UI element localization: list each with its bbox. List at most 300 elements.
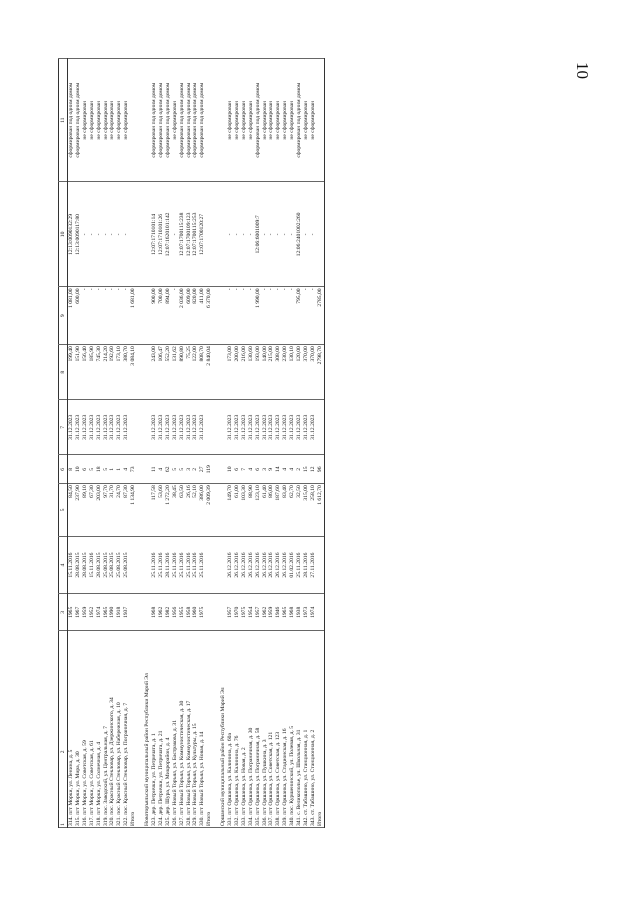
residents-cell: 4: [282, 455, 289, 484]
residents-cell: 8: [68, 455, 75, 484]
year-cell: 1938: [296, 594, 303, 631]
deadline-cell: 31.12.2023: [89, 400, 96, 455]
row-address: пос. Красный Стекловар, ул. Набережная, д. 10: [116, 702, 123, 815]
year-cell: 1965: [68, 594, 75, 631]
land-area-cell: -: [248, 287, 255, 345]
address-cell: [165, 631, 172, 828]
land-status-cell: сформирован под одним домом: [296, 59, 303, 182]
cost-cell: 130,10: [289, 345, 296, 400]
cost-cell: 890,80: [179, 345, 186, 400]
row-address: пос. Заводский, ул. Центральная, д. 7: [102, 726, 109, 815]
cost-cell: 199,40: [68, 345, 75, 400]
area-cell: 62,70: [289, 484, 296, 536]
table-row: [262, 59, 269, 828]
area-cell: 38,45: [172, 484, 179, 536]
land-status-cell: сформирован под одним домом: [158, 59, 165, 182]
date-cell: 28.08.2015: [82, 536, 89, 594]
area-cell: 84,50: [68, 484, 75, 536]
table-row: [248, 59, 255, 828]
land-area-cell: -: [310, 287, 317, 345]
deadline-cell: 31.12.2023: [248, 400, 255, 455]
cost-cell: 380,70: [123, 345, 130, 400]
spacer-cell: [137, 631, 144, 828]
cost-cell: 216,00: [241, 345, 248, 400]
land-area-cell: -: [96, 287, 103, 345]
empty-cell: [144, 345, 151, 400]
cost-cell: 131,62: [172, 345, 179, 400]
date-cell: 28.08.2015: [75, 536, 82, 594]
cost-cell: 140,00: [262, 345, 269, 400]
area-cell: 149,70: [227, 484, 234, 536]
column-number-row: [59, 59, 68, 828]
deadline-cell: 31.12.2023: [151, 400, 158, 455]
deadline-cell: [206, 400, 213, 455]
cadastral-number-cell: 12:07:1700109:123: [186, 182, 193, 287]
column-header-9: 10: [59, 182, 68, 287]
cadastral-number-cell: 12:13:0090132:29: [68, 182, 75, 287]
year-cell: 1962: [158, 594, 165, 631]
spacer-cell: [137, 400, 144, 455]
date-cell: 15.11.2016: [68, 536, 75, 594]
row-address: пгт Новый Торъял, ул. Коммунистическая, д. 30: [178, 700, 185, 815]
address-cell: [262, 631, 269, 828]
land-status-cell: не сформирован: [123, 59, 130, 182]
row-number: 315.: [74, 816, 81, 826]
land-status-cell: сформирован под одним домом: [151, 59, 158, 182]
spacer-cell: [213, 484, 220, 536]
land-status-cell: сформирован под одним домом: [192, 59, 199, 182]
row-number: 320.: [109, 816, 116, 826]
column-header-address: 2: [60, 750, 66, 754]
district-heading-row: [144, 59, 151, 828]
deadline-cell: 31.12.2023: [165, 400, 172, 455]
year-cell: 1965: [282, 594, 289, 631]
deadline-cell: 31.12.2023: [172, 400, 179, 455]
table-row: [275, 59, 282, 828]
date-cell: 25.11.2016: [199, 536, 206, 594]
cadastral-number-cell: [317, 182, 324, 287]
table-row: [151, 59, 158, 828]
cost-cell: 745,30: [96, 345, 103, 400]
residents-cell: 4: [123, 455, 130, 484]
residents-cell: 9: [268, 455, 275, 484]
land-area-cell: -: [227, 287, 234, 345]
column-header-2: 3: [59, 594, 68, 631]
land-status-cell: не сформирован: [275, 59, 282, 182]
land-status-cell: не сформирован: [310, 59, 317, 182]
row-number: 343.: [309, 816, 316, 826]
residents-cell: 4: [158, 455, 165, 484]
date-cell: 25.08.2015: [109, 536, 116, 594]
cost-cell: 106,47: [158, 345, 165, 400]
year-cell: 1959: [82, 594, 89, 631]
residents-cell: 6: [82, 455, 89, 484]
cost-cell: 243,00: [151, 345, 158, 400]
row-address: дер. Петрички, ул. Петричата, д. 1: [150, 733, 157, 815]
area-cell: 89,10: [82, 484, 89, 536]
land-status-cell: сформирован под одним домом: [68, 59, 75, 182]
address-cell: [179, 631, 186, 828]
deadline-cell: 31.12.2023: [179, 400, 186, 455]
row-address: пгт Морки, ул. Мира, д. 30: [74, 751, 81, 815]
date-cell: 28.08.2015: [96, 536, 103, 594]
row-number: 328.: [185, 816, 192, 826]
address-cell: [289, 631, 296, 828]
residents-cell: 119: [206, 455, 213, 484]
spacer-cell: [137, 594, 144, 631]
cadastral-number-cell: 12:07:1620101:142: [165, 182, 172, 287]
land-area-cell: -: [103, 287, 110, 345]
area-cell: 1 612,70: [317, 484, 324, 536]
row-address: пгт Оршанка, ул. Пушкина, д. 3: [261, 739, 268, 815]
year-cell: [206, 594, 213, 631]
table-row: [303, 59, 310, 828]
residents-cell: 7: [241, 455, 248, 484]
area-cell: 187,60: [275, 484, 282, 536]
table-row: [268, 59, 275, 828]
deadline-cell: 31.12.2023: [82, 400, 89, 455]
year-cell: 1946: [275, 594, 282, 631]
spacer-cell: [213, 536, 220, 594]
cost-cell: 122,00: [192, 345, 199, 400]
deadline-cell: 31.12.2023: [158, 400, 165, 455]
deadline-cell: [317, 400, 324, 455]
year-cell: 1955: [179, 594, 186, 631]
land-area-cell: 820,00: [192, 287, 199, 345]
row-number: 341.: [296, 816, 303, 826]
empty-cell: [144, 400, 151, 455]
spacer-cell: [213, 455, 220, 484]
address-cell: [241, 631, 248, 828]
deadline-cell: 31.12.2023: [123, 400, 130, 455]
row-address: пос. Куршенинский, ул. Полевая, д. 5: [289, 725, 296, 815]
table-row: [89, 59, 96, 828]
residents-cell: 4: [248, 455, 255, 484]
row-address: пгт Оршанка, ул. Пограничная, д. 30: [247, 727, 254, 815]
address-cell: [186, 631, 193, 828]
deadline-cell: 31.12.2023: [103, 400, 110, 455]
land-area-cell: 609,00: [186, 287, 193, 345]
table-row: [179, 59, 186, 828]
table-row: [310, 59, 317, 828]
land-status-cell: сформирован под одним домом: [179, 59, 186, 182]
year-cell: [317, 594, 324, 631]
spacer-cell: [137, 484, 144, 536]
land-status-cell: не сформирован: [268, 59, 275, 182]
deadline-cell: [130, 400, 137, 455]
cadastral-number-cell: -: [282, 182, 289, 287]
year-cell: 1918: [116, 594, 123, 631]
year-cell: 1959: [268, 594, 275, 631]
row-address: ст. Табашино, ул. Станционная, д. 2: [309, 729, 316, 815]
address-cell: [192, 631, 199, 828]
residents-cell: 6: [255, 455, 262, 484]
area-cell: 61,00: [234, 484, 241, 536]
area-cell: 386,00: [199, 484, 206, 536]
residents-cell: 18: [96, 455, 103, 484]
land-area-cell: 1 681,00: [130, 287, 137, 345]
deadline-cell: 31.12.2023: [192, 400, 199, 455]
table-row: [165, 59, 172, 828]
year-cell: 1956: [172, 594, 179, 631]
land-area-cell: -: [262, 287, 269, 345]
date-cell: 28.11.2016: [165, 536, 172, 594]
address-cell: [116, 631, 123, 828]
address-cell: [206, 631, 213, 828]
deadline-cell: 31.12.2023: [303, 400, 310, 455]
land-area-cell: -: [241, 287, 248, 345]
deadline-cell: 31.12.2023: [262, 400, 269, 455]
row-number: 326.: [171, 816, 178, 826]
land-status-cell: не сформирован: [262, 59, 269, 182]
row-address: пгт Новый Торъял, ул. Коммунистическая, д. 17: [185, 700, 192, 815]
table-row: [186, 59, 193, 828]
land-area-cell: -: [275, 287, 282, 345]
row-address: Итого: [206, 811, 213, 826]
cadastral-number-cell: 12:07:1710101:26: [158, 182, 165, 287]
deadline-cell: 31.12.2023: [255, 400, 262, 455]
spacer-cell: [213, 594, 220, 631]
date-cell: 25.11.2016: [151, 536, 158, 594]
deadline-cell: 31.12.2023: [186, 400, 193, 455]
cadastral-number-cell: 12:07:1710101:14: [151, 182, 158, 287]
cadastral-number-cell: -: [234, 182, 241, 287]
residents-cell: 2: [296, 455, 303, 484]
residents-cell: 6: [234, 455, 241, 484]
page-number: 10: [573, 62, 592, 79]
row-number: 323.: [150, 816, 157, 826]
row-address: ст. Табашино, ул. Станционная, д. 1: [303, 729, 309, 815]
land-area-cell: 600,00: [75, 287, 82, 345]
area-cell: 31,70: [109, 484, 116, 536]
section-spacer: [213, 59, 220, 828]
row-number: 334.: [247, 816, 254, 826]
row-number: 316.: [81, 816, 88, 826]
cost-cell: 2798,70: [317, 345, 324, 400]
row-number: 342.: [303, 816, 309, 826]
address-cell: [172, 631, 179, 828]
cost-cell: 215,00: [268, 345, 275, 400]
row-address: пгт Морки, ул. Солнечная, д. 4: [95, 741, 102, 815]
cadastral-number-cell: -: [248, 182, 255, 287]
cadastral-number-cell: -: [103, 182, 110, 287]
total-row: [130, 59, 137, 828]
cadastral-number-cell: -: [275, 182, 282, 287]
table-row: [103, 59, 110, 828]
land-status-cell: не сформирован: [227, 59, 234, 182]
land-area-cell: 900,00: [151, 287, 158, 345]
cost-cell: 173,10: [116, 345, 123, 400]
land-status-cell: сформирован под одним домом: [165, 59, 172, 182]
land-status-cell: не сформирован: [248, 59, 255, 182]
cost-cell: 151,90: [75, 345, 82, 400]
cadastral-number-cell: -: [116, 182, 123, 287]
deadline-cell: 31.12.2023: [296, 400, 303, 455]
land-area-cell: 2 036,00: [179, 287, 186, 345]
land-area-cell: -: [116, 287, 123, 345]
deadline-cell: 31.12.2023: [289, 400, 296, 455]
land-area-cell: 1 081,00: [68, 287, 75, 345]
year-cell: 1937: [123, 594, 130, 631]
column-header-4: 5: [59, 484, 68, 536]
address-cell: [158, 631, 165, 828]
spacer-cell: [213, 182, 220, 287]
row-number: 340.: [289, 816, 296, 826]
row-number: 337.: [268, 816, 275, 826]
residents-cell: 62: [165, 455, 172, 484]
spacer-cell: [137, 536, 144, 594]
cadastral-number-cell: -: [241, 182, 248, 287]
address-cell: [310, 631, 317, 828]
column-header-7: 8: [59, 345, 68, 400]
area-cell: 123,10: [255, 484, 262, 536]
date-cell: 26.12.2016: [227, 536, 234, 594]
cadastral-number-cell: -: [227, 182, 234, 287]
residents-cell: 5: [103, 455, 110, 484]
cost-cell: 75,25: [186, 345, 193, 400]
deadline-cell: 31.12.2023: [116, 400, 123, 455]
area-cell: 97,70: [103, 484, 110, 536]
area-cell: 63,50: [179, 484, 186, 536]
empty-cell: [220, 182, 227, 287]
empty-cell: [220, 594, 227, 631]
column-header-3: 4: [59, 536, 68, 594]
column-header-number: 1: [60, 823, 66, 826]
column-header-1: [59, 631, 68, 828]
date-cell: 26.12.2016: [234, 536, 241, 594]
cost-cell: 552,20: [165, 345, 172, 400]
cost-cell: 308,00: [275, 345, 282, 400]
row-address: дер. Петрички, ул. Петричата, д. 21: [157, 730, 164, 815]
year-cell: 1957: [255, 594, 262, 631]
address-cell: [103, 631, 110, 828]
row-address: пгт Оршанка, ул. Советская, д. 123: [275, 731, 282, 815]
cadastral-number-cell: [206, 182, 213, 287]
residents-cell: 12: [310, 455, 317, 484]
table-row: [109, 59, 116, 828]
row-number: 325.: [164, 816, 171, 826]
residents-cell: 2: [192, 455, 199, 484]
date-cell: 25.11.2016: [192, 536, 199, 594]
land-area-cell: -: [268, 287, 275, 345]
land-status-cell: сформирован под одним домом: [186, 59, 193, 182]
area-cell: 67,30: [89, 484, 96, 536]
land-status-cell: сформирован под одним домом: [199, 59, 206, 182]
table-row: [289, 59, 296, 828]
column-header-5: 6: [59, 455, 68, 484]
spacer-cell: [213, 400, 220, 455]
spacer-cell: [137, 59, 144, 182]
cadastral-number-cell: 12:13:0090117:80: [75, 182, 82, 287]
table-row: [192, 59, 199, 828]
row-number: 338.: [275, 816, 282, 826]
table-row: [68, 59, 75, 828]
date-cell: 25.08.2015: [116, 536, 123, 594]
empty-cell: [144, 536, 151, 594]
address-cell: [303, 631, 310, 828]
empty-cell: [144, 455, 151, 484]
total-row: [317, 59, 324, 828]
year-cell: 1975: [199, 594, 206, 631]
rotated-table-sheet: [58, 58, 594, 828]
residents-cell: 3: [262, 455, 269, 484]
deadline-cell: 31.12.2023: [234, 400, 241, 455]
land-area-cell: -: [89, 287, 96, 345]
table-row: [199, 59, 206, 828]
cadastral-number-cell: 12:07:1700115:253: [192, 182, 199, 287]
area-cell: 86,00: [268, 484, 275, 536]
residents-cell: 10: [75, 455, 82, 484]
empty-cell: [220, 484, 227, 536]
date-cell: 26.12.2016: [241, 536, 248, 594]
table-row: [282, 59, 289, 828]
table-row: [234, 59, 241, 828]
row-number: 333.: [240, 816, 247, 826]
cadastral-number-cell: -: [310, 182, 317, 287]
year-cell: 1952: [89, 594, 96, 631]
area-cell: 52,10: [192, 484, 199, 536]
cost-cell: 156,40: [82, 345, 89, 400]
spacer-cell: [213, 59, 220, 182]
area-cell: 87,30: [123, 484, 130, 536]
cost-cell: 173,00: [227, 345, 234, 400]
year-cell: 1968: [289, 594, 296, 631]
address-cell: [151, 631, 158, 828]
date-cell: 26.12.2016: [268, 536, 275, 594]
area-cell: 2 009,39: [206, 484, 213, 536]
address-cell: [75, 631, 82, 828]
housing-register-table: [58, 58, 325, 828]
date-cell: 26.12.2016: [262, 536, 269, 594]
spacer-cell: [137, 345, 144, 400]
date-cell: 26.12.2016: [255, 536, 262, 594]
deadline-cell: 31.12.2023: [275, 400, 282, 455]
address-cell: [89, 631, 96, 828]
row-address: пгт Оршанка, ул. Новая, д. 2: [240, 747, 247, 815]
spacer-cell: [137, 455, 144, 484]
empty-cell: [220, 400, 227, 455]
empty-cell: [220, 287, 227, 345]
deadline-cell: 31.12.2023: [268, 400, 275, 455]
residents-cell: 1: [109, 455, 116, 484]
cadastral-number-cell: -: [82, 182, 89, 287]
row-address: дер. Шура, ул. Микрорайон, д. 4: [164, 737, 171, 815]
row-number: 327.: [178, 816, 185, 826]
area-cell: 117,58: [151, 484, 158, 536]
row-number: 339.: [282, 816, 289, 826]
area-cell: 83,40: [282, 484, 289, 536]
empty-cell: [220, 455, 227, 484]
address-cell: [275, 631, 282, 828]
year-cell: 1975: [241, 594, 248, 631]
cadastral-number-cell: -: [268, 182, 275, 287]
row-number: 319.: [102, 816, 109, 826]
table-row: [241, 59, 248, 828]
column-header-6: 7: [59, 400, 68, 455]
area-cell: 1 134,90: [130, 484, 137, 536]
table-body: [68, 59, 325, 828]
deadline-cell: 31.12.2023: [199, 400, 206, 455]
year-cell: 1982: [165, 594, 172, 631]
address-cell: [234, 631, 241, 828]
total-row: [206, 59, 213, 828]
date-cell: 25.11.2016: [158, 536, 165, 594]
land-area-cell: 700,00: [158, 287, 165, 345]
row-address: пгт Оршанка, ул. Пограничная, д. 58: [254, 727, 261, 815]
cadastral-number-cell: 12:06:6001009:7: [255, 182, 262, 287]
deadline-cell: 31.12.2023: [96, 400, 103, 455]
district-heading: Оршанский муниципальный район Республики Марий Эл: [220, 631, 227, 828]
